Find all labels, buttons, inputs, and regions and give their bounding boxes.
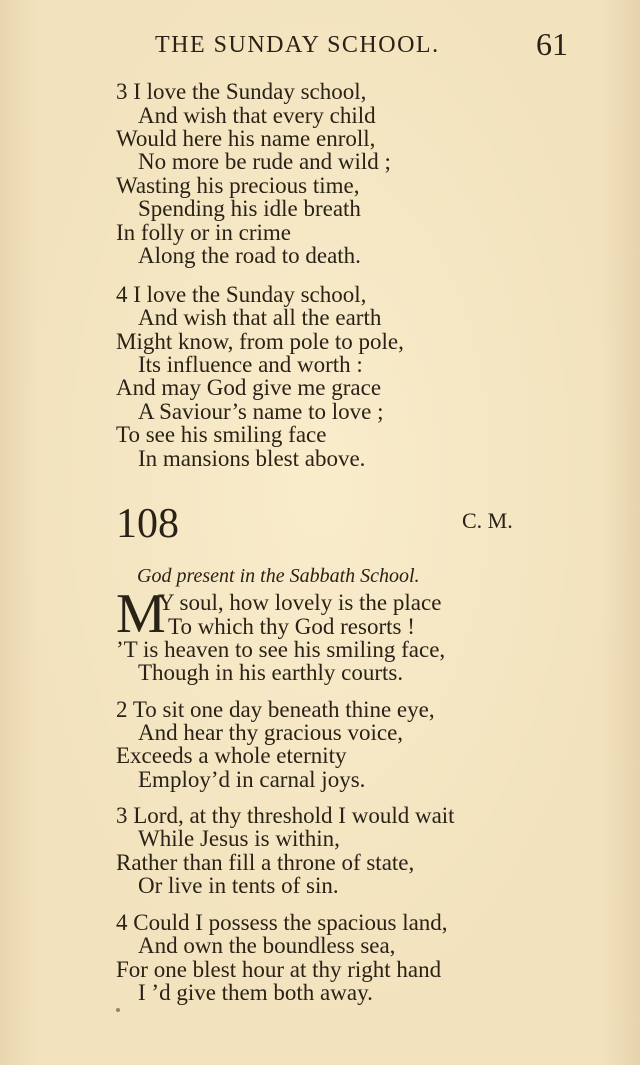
verse-line: And own the boundless sea, xyxy=(138,933,396,958)
hymn-meter: C. M. xyxy=(462,508,513,533)
verse-line: For one blest hour at thy right hand xyxy=(116,957,442,982)
verse-line: Y soul, how lovely is the place xyxy=(158,590,442,615)
verse-line: Employ’d in carnal joys. xyxy=(138,767,366,792)
hymn-subtitle: God present in the Sabbath School. xyxy=(137,565,420,587)
verse-line: To which thy God resorts ! xyxy=(168,614,415,639)
hymn-number: 108 xyxy=(116,501,179,547)
verse-line: And hear thy gracious voice, xyxy=(138,720,404,745)
verse-line: Exceeds a whole eternity xyxy=(116,743,347,768)
verse-line: And wish that every child xyxy=(138,103,376,128)
verse-line: 4 Could I possess the spacious land, xyxy=(116,910,448,935)
verse-line: I ’d give them both away. xyxy=(138,980,373,1005)
verse-line: 3 I love the Sunday school, xyxy=(116,79,367,104)
verse-line: Would here his name enroll, xyxy=(116,126,376,151)
verse-line: A Saviour’s name to love ; xyxy=(138,399,384,424)
verse-line: In mansions blest above. xyxy=(138,446,366,471)
verse-line: Along the road to death. xyxy=(138,243,361,268)
verse-line: Rather than fill a throne of state, xyxy=(116,850,415,875)
verse-line: Might know, from pole to pole, xyxy=(116,329,404,354)
verse-line: While Jesus is within, xyxy=(138,826,340,851)
verse-line: Or live in tents of sin. xyxy=(138,873,339,898)
verse-line: Spending his idle breath xyxy=(138,196,361,221)
drop-cap: M xyxy=(116,583,166,645)
verse-line: Its influence and worth : xyxy=(138,352,363,377)
verse-line: No more be rude and wild ; xyxy=(138,149,391,174)
verse-line: Though in his earthly courts. xyxy=(138,660,404,685)
verse-line: 2 To sit one day beneath thine eye, xyxy=(116,697,435,722)
verse-line: And may God give me grace xyxy=(116,375,382,400)
verse-line: 4 I love the Sunday school, xyxy=(116,282,367,307)
verse-line: ’T is heaven to see his smiling face, xyxy=(116,637,446,662)
verse-line: In folly or in crime xyxy=(116,220,292,245)
verse-line: And wish that all the earth xyxy=(138,305,382,330)
verse-line: 3 Lord, at thy threshold I would wait xyxy=(116,803,455,828)
verse-line: Wasting his precious time, xyxy=(116,173,360,198)
ink-speck xyxy=(116,1008,120,1012)
running-header: THE SUNDAY SCHOOL. xyxy=(155,32,440,58)
verse-line: To see his smiling face xyxy=(116,422,327,447)
page-number: 61 xyxy=(536,26,568,62)
